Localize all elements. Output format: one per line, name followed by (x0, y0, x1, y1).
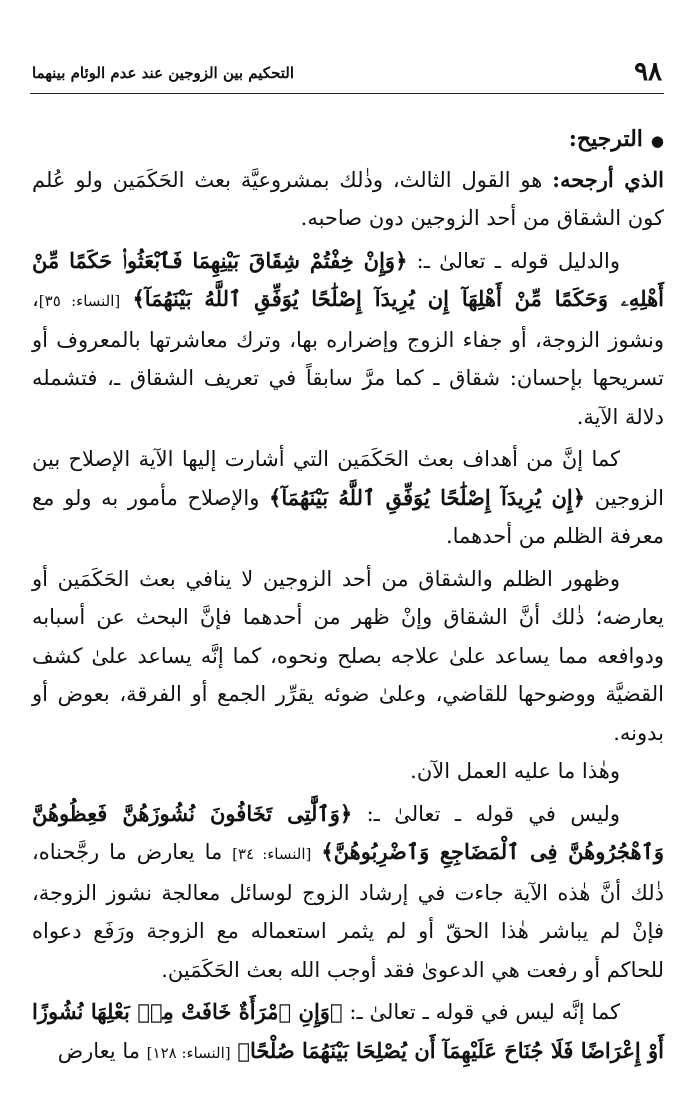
paragraph-reconciliation (32, 440, 664, 556)
quran-verse-reconcile: ﴿إِن يُرِيدَآ إِصْلَٰحًا يُوَفِّقِ ٱللَّهُ بَيْنَهُمَآ﴾ (269, 484, 586, 510)
running-header (30, 55, 664, 94)
quran-verse-128: ﴿وَإِنِ ٱمْرَأَةٌ خَافَتْ مِنۢ بَعْلِهَا نُشُوزًا أَوْ إِعْرَاضًا فَلَا جُنَاحَ عَلَيْهِمَآ أَن يُصْلِحَا بَيْنَهُمَا صُلْحًا﴾ (32, 999, 664, 1063)
preferred-label: الذي أرجحه: (552, 166, 664, 192)
evidence-intro: والدليل قوله ـ تعالىٰ ـ: (416, 248, 620, 273)
verse-34-text: ما يعارض ما رجَّحناه، ذٰلك أنَّ هٰذه الآية جاءت في إرشاد الزوج لوسائل معالجة نشوز الزوجة، فإنْ لم يباشر هٰذا الحقّ أو لم يثمر استعماله مع الزوجة ورَفَع دعواه للحاكم أو رفعت هي الدعوىٰ فقد أوجب الله بعث الحَكَمَين. (32, 840, 664, 982)
paragraph-practice: وهٰذا ما عليه العمل الآن. (410, 759, 620, 783)
paragraph-evidence (32, 242, 664, 437)
preferred-text: هو القول الثالث، وذٰلك بمشروعيَّة بعث الحَكَمَين ولو عُلم كون الشقاق من أحد الزوجين دون صاحبه. (32, 167, 664, 230)
citation-nisa-35: [النساء: ٣٥] (38, 292, 121, 310)
heading-text: الترجيح: (568, 126, 643, 152)
body-text (32, 120, 664, 1072)
paragraph-preferred-view (32, 161, 664, 238)
evidence-text: ، ونشوز الزوجة، أو جفاء الزوج وإضراره بها، وترك معاشرتها بالمعروف أو تسريحها بإحسان: شقاق ـ كما مرَّ سابقاً في تعريف الشقاق ـ، فتشمله دلالة الآية. (32, 287, 664, 429)
reconciliation-text: والإصلاح مأمور به ولو مع معرفة الظلم من أحدهما. (32, 485, 664, 548)
verse-34-intro: وليس في قوله ـ تعالىٰ ـ: (366, 801, 620, 826)
paragraph-verse-128 (32, 993, 664, 1072)
citation-nisa-34: [النساء: ٣٤] (232, 845, 312, 863)
quran-verse-34: ﴿وَٱلَّٰتِى تَخَافُونَ نُشُوزَهُنَّ فَعِظُوهُنَّ وَٱهْجُرُوهُنَّ فِى ٱلْمَضَاجِعِ وَٱضْرِبُوهُنَّ﴾ (32, 800, 664, 864)
bullet-icon: ● (650, 132, 664, 150)
quran-verse-35: ﴿وَإِنْ خِفْتُمْ شِقَاقَ بَيْنِهِمَا فَٱبْعَثُوا۟ حَكَمًا مِّنْ أَهْلِهِۦ وَحَكَمًا مِّنْ أَهْلِهَآ إِن يُرِيدَآ إِصْلَٰحًا يُوَفِّقِ ٱللَّهُ بَيْنَهُمَآ﴾ (32, 247, 664, 311)
running-title: التحكيم بين الزوجين عند عدم الوئام بينهما (32, 64, 295, 82)
page-number: ٩٨ (634, 57, 662, 87)
citation-nisa-128: [النساء: ١٢٨] (146, 1043, 231, 1062)
paragraph-verse-34 (32, 795, 664, 990)
paragraph-injustice: وظهور الظلم والشقاق من أحد الزوجين لا ينافي بعث الحَكَمَين أو يعارضه؛ ذٰلك أنَّ الشقاق وإنْ ظهر من أحدهما فإنَّ البحث عن أسبابه ودوافعه مما يساعد علىٰ علاجه بصلح ونحوه، كما إنَّه يساعد علىٰ كشف القضيَّة ووضوحها للقاضي، وعلىٰ ضوئه يقرِّر الجمع أو الفرقة، بعوض أو بدونه. (32, 566, 664, 745)
verse-128-intro: كما إنَّه ليس في قوله ـ تعالىٰ ـ: (349, 1000, 620, 1024)
reconciliation-intro: كما إنَّ من أهداف بعث الحَكَمَين التي أشارت إليها الآية الإصلاح بين الزوجين (32, 447, 664, 510)
section-heading (32, 120, 664, 161)
verse-128-text: ما يعارض (57, 1038, 140, 1063)
